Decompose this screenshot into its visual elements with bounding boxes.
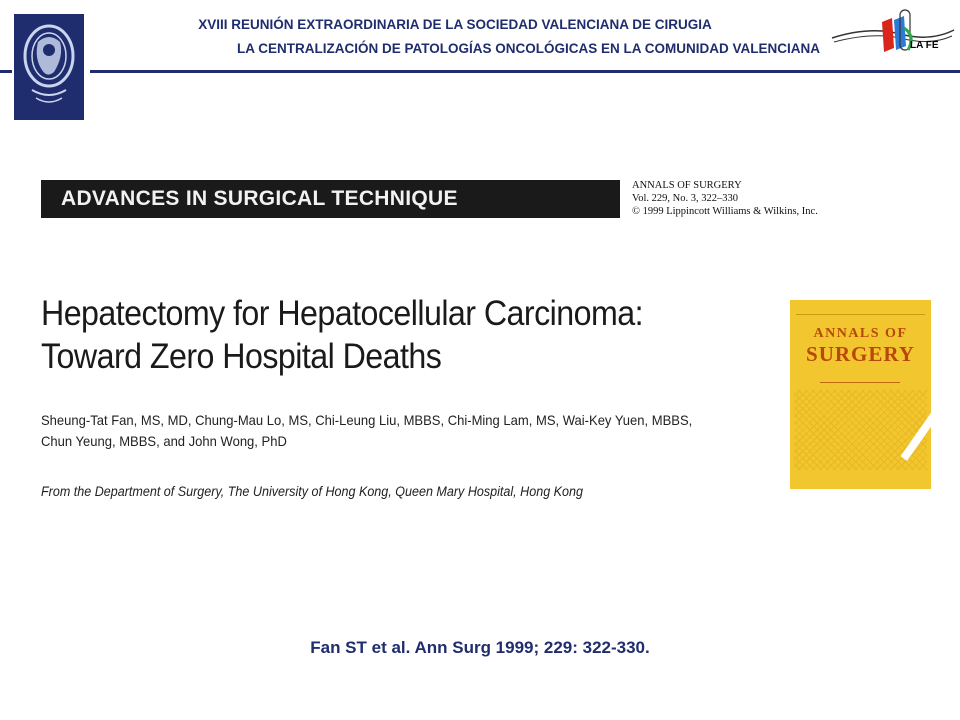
hospital-logo <box>830 8 956 62</box>
article-title <box>41 292 703 378</box>
journal-copyright: © 1999 Lippincott Williams & Wilkins, Inc. <box>632 206 818 217</box>
cover-title-line2: SURGERY <box>806 342 915 366</box>
journal-volume: Vol. 229, No. 3, 322–330 <box>632 193 738 204</box>
journal-name: ANNALS OF SURGERY <box>632 180 742 191</box>
hospital-logo-label: LA FE <box>910 40 939 51</box>
hospital-emblem-icon <box>830 8 956 62</box>
authors-line: Chun Yeung, MBBS, and John Wong, PhD <box>41 433 287 449</box>
section-banner: ADVANCES IN SURGICAL TECHNIQUE <box>41 180 620 218</box>
cover-top-strip <box>796 308 925 315</box>
article-authors <box>41 410 729 452</box>
cover-title-line1: ANNALS OF <box>813 326 908 341</box>
society-logo <box>14 14 84 120</box>
journal-meta <box>632 179 818 218</box>
header-divider <box>90 70 960 73</box>
citation-reference: Fan ST et al. Ann Surg 1999; 229: 322-330. <box>310 638 650 657</box>
cover-rule <box>820 382 900 383</box>
society-emblem-icon <box>14 14 84 120</box>
article-title-line: Toward Zero Hospital Deaths <box>41 337 442 376</box>
header-title-line1: XVIII REUNIÓN EXTRAORDINARIA DE LA SOCIEDAD VALENCIANA DE CIRUGIA <box>198 17 712 32</box>
header-divider-left <box>0 70 12 73</box>
header-title-line2: LA CENTRALIZACIÓN DE PATOLOGÍAS ONCOLÓGICAS EN LA COMUNIDAD VALENCIANA <box>237 41 820 56</box>
authors-line: Sheung-Tat Fan, MS, MD, Chung-Mau Lo, MS, Chi-Leung Liu, MBBS, Chi-Ming Lam, MS, Wai-Key Yuen, MBBS, <box>41 412 693 428</box>
article-title-line: Hepatectomy for Hepatocellular Carcinoma: <box>41 294 643 333</box>
article-affiliation: From the Department of Surgery, The University of Hong Kong, Queen Mary Hospital, Hong Kong <box>41 484 583 499</box>
journal-cover-image <box>790 300 931 489</box>
